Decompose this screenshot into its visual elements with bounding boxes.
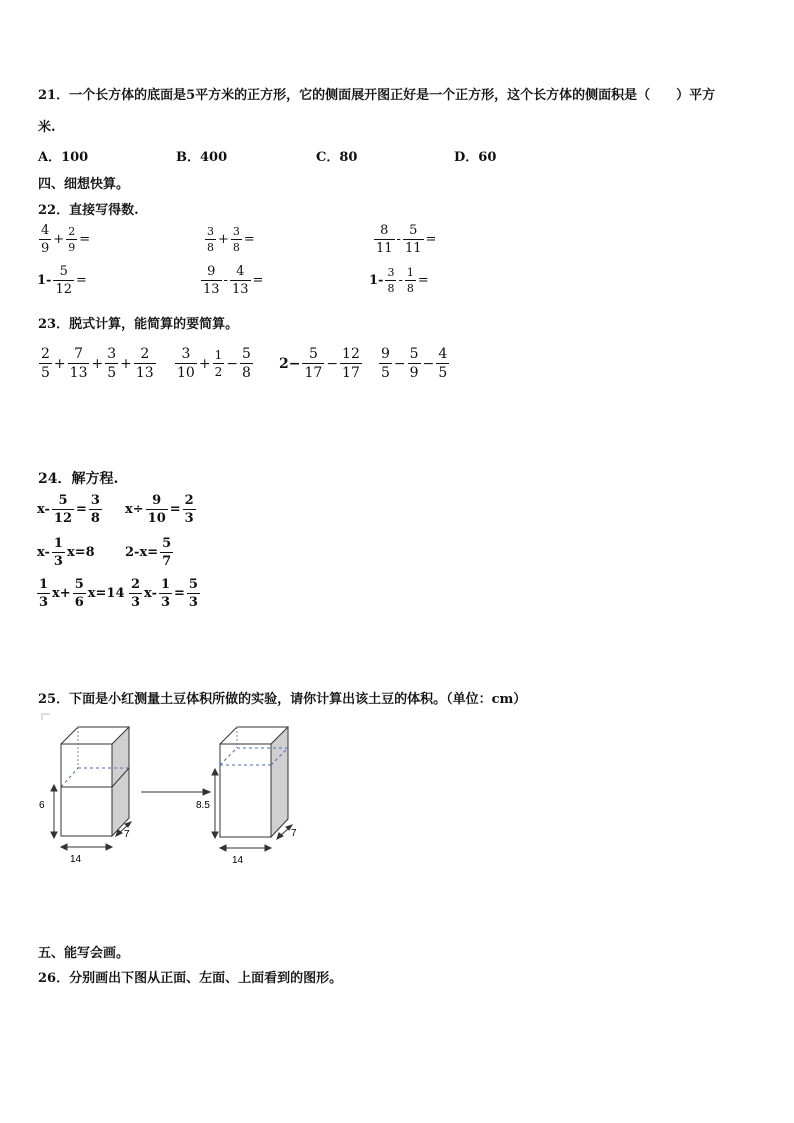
q23-expr-4: $\frac{9}{5}$ − $\frac{5}{9}$ − $\frac{4}{5}$ <box>381 346 448 381</box>
left-depth-label: 7 <box>124 829 130 840</box>
q23-expr-3: 2− $\frac{5}{17}$ − $\frac{12}{17}$ <box>279 346 360 381</box>
q22-item-1: $\frac{4}{9}$ + $\frac{2}{9}$ = <box>41 223 91 256</box>
q25-figure <box>30 710 360 885</box>
container-after <box>220 727 288 837</box>
q24-eq-2: x÷ $\frac{9}{10}$ = $\frac{2}{3}$ <box>125 493 194 526</box>
q22-item-4: 1- $\frac{5}{12}$ = <box>37 264 87 297</box>
q24-eq-3: x- $\frac{1}{3}$ x=8 <box>37 536 95 569</box>
q24-title: 24．解方程. <box>38 471 119 487</box>
q24-eq-1: x- $\frac{5}{12}$ = $\frac{3}{8}$ <box>37 493 100 526</box>
q21-option-a: A．100 <box>38 150 89 165</box>
q21-line1: 21．一个长方体的底面是5平方米的正方形，它的侧面展开图正好是一个正方形，这个长方体的侧面积是（ ）平方 <box>38 88 716 103</box>
q21-line2: 米. <box>38 120 56 135</box>
right-width-label: 14 <box>232 855 244 866</box>
transition-arrow <box>141 789 210 795</box>
q22-item-5: $\frac{9}{13}$ - $\frac{4}{13}$ = <box>203 264 264 297</box>
q21-option-b: B．400 <box>176 150 228 165</box>
right-depth-label: 7 <box>291 828 297 839</box>
q23-title: 23．脱式计算，能简算的要简算。 <box>38 317 239 332</box>
q24-eq-4: 2-x= $\frac{5}{7}$ <box>125 536 172 569</box>
container-before <box>61 727 129 836</box>
q21-option-d: D．60 <box>454 150 497 165</box>
q22-item-3: $\frac{8}{11}$ - $\frac{5}{11}$ = <box>376 223 437 256</box>
section-4-heading: 四、细想快算。 <box>38 177 130 192</box>
q24-eq-5: $\frac{1}{3}$ x+ $\frac{5}{6}$ x=14 <box>39 577 125 610</box>
q24-eq-6: $\frac{2}{3}$ x- $\frac{1}{3}$ = $\frac{5}{3}$ <box>131 577 198 610</box>
section-5-heading: 五、能写会画。 <box>38 946 130 961</box>
right-height-label: 8.5 <box>196 800 210 811</box>
left-height-label: 6 <box>39 800 45 811</box>
q22-item-6: 1- $\frac{3}{8}$ - $\frac{1}{8}$ = <box>369 266 429 295</box>
q22-title: 22．直接写得数. <box>38 203 139 218</box>
q21-option-c: C．80 <box>316 150 358 165</box>
q23-expr-2: $\frac{3}{10}$ + $\frac{1}{2}$ − $\frac{5}{8}$ <box>177 346 251 381</box>
q26-title: 26．分别画出下图从正面、左面、上面看到的图形。 <box>38 971 343 986</box>
q22-item-2: $\frac{3}{8}$ + $\frac{3}{8}$ = <box>207 225 255 254</box>
q25-title: 25．下面是小红测量土豆体积所做的实验，请你计算出该土豆的体积。（单位：cm） <box>38 692 527 707</box>
left-width-label: 14 <box>70 854 82 865</box>
q23-expr-1: $\frac{2}{5}$ + $\frac{7}{13}$ + $\frac{3}{5}$ + $\frac{2}{13}$ <box>41 346 154 381</box>
